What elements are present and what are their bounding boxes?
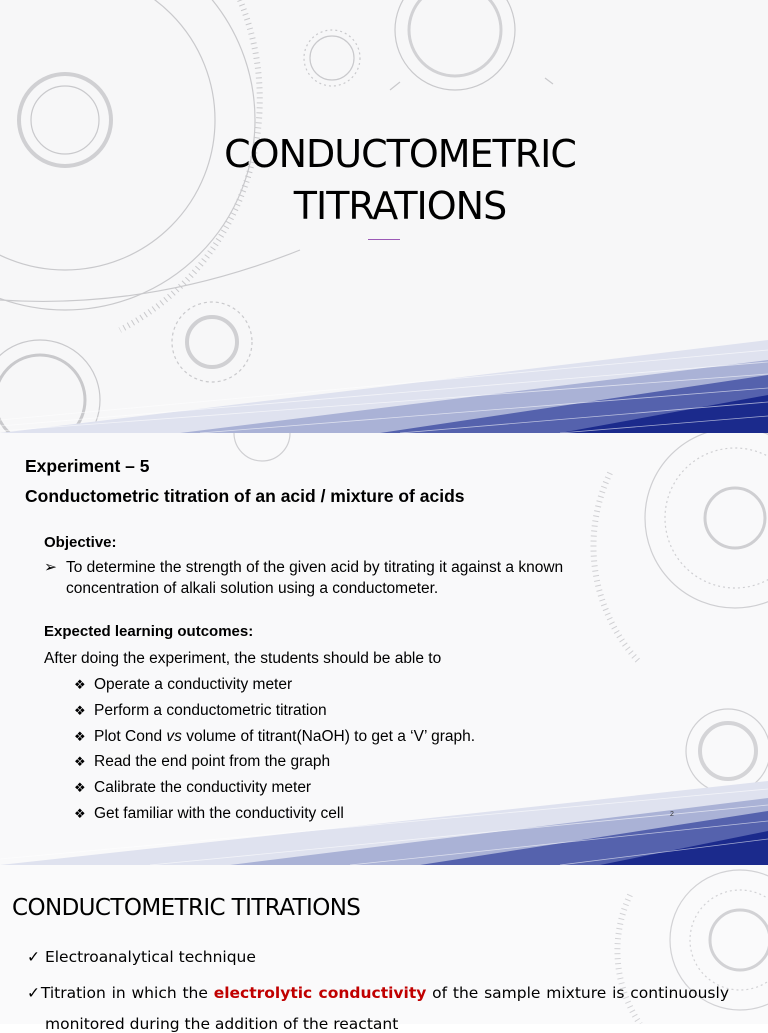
title-slide: [0, 0, 768, 433]
diamond-bullet-icon: ❖: [74, 754, 86, 770]
check-icon: ✓: [27, 984, 41, 1002]
list-item: ❖ Calibrate the conductivity meter: [74, 777, 475, 803]
page-number: 2: [670, 811, 674, 818]
title-line-2: TITRATIONS: [293, 184, 507, 228]
diamond-bullet-icon: ❖: [74, 702, 86, 718]
bullet-electroanalytical: ✓ Electroanalytical technique: [27, 948, 256, 966]
objective-text: To determine the strength of the given acid by titrating it against a known concentration of alkali solution using a conductometer.: [66, 559, 564, 597]
diamond-bullet-icon: ❖: [74, 728, 86, 744]
check-icon: ✓: [27, 948, 40, 966]
list-item: ❖ Perform a conductometric titration: [74, 700, 475, 726]
arrow-bullet-icon: ➢: [44, 559, 57, 576]
outcomes-label: Expected learning outcomes:: [44, 623, 254, 640]
outcomes-intro: After doing the experiment, the students should be able to: [44, 650, 442, 667]
title-line-1: CONDUCTOMETRIC: [224, 132, 576, 176]
experiment-heading: Experiment – 5: [25, 456, 150, 476]
experiment-subheading: Conductometric titration of an acid / mixture of acids: [25, 486, 465, 506]
list-item: ❖ Operate a conductivity meter: [74, 674, 475, 700]
objective-label: Objective:: [44, 534, 117, 551]
title-divider: [368, 239, 400, 240]
bullet-titration-definition: ✓Titration in which the electrolytic conductivity of the sample mixture is continuously: [27, 984, 729, 1002]
diamond-bullet-icon: ❖: [74, 780, 86, 796]
bullet-continuation: monitored during the addition of the reactant: [45, 1015, 399, 1033]
list-item: ❖ Get familiar with the conductivity cell: [74, 803, 475, 829]
highlight-term: electrolytic conductivity: [213, 984, 427, 1002]
objective-item: [44, 557, 584, 599]
diamond-bullet-icon: ❖: [74, 677, 86, 692]
section-title: CONDUCTOMETRIC TITRATIONS: [12, 895, 361, 921]
diamond-bullet-icon: ❖: [74, 805, 86, 821]
outcomes-list: [74, 674, 475, 829]
list-item: ❖ Plot Cond vs volume of titrant(NaOH) to get a ‘V’ graph.: [74, 726, 475, 752]
list-item: ❖ Read the end point from the graph: [74, 751, 475, 777]
slide-title: [150, 128, 650, 232]
